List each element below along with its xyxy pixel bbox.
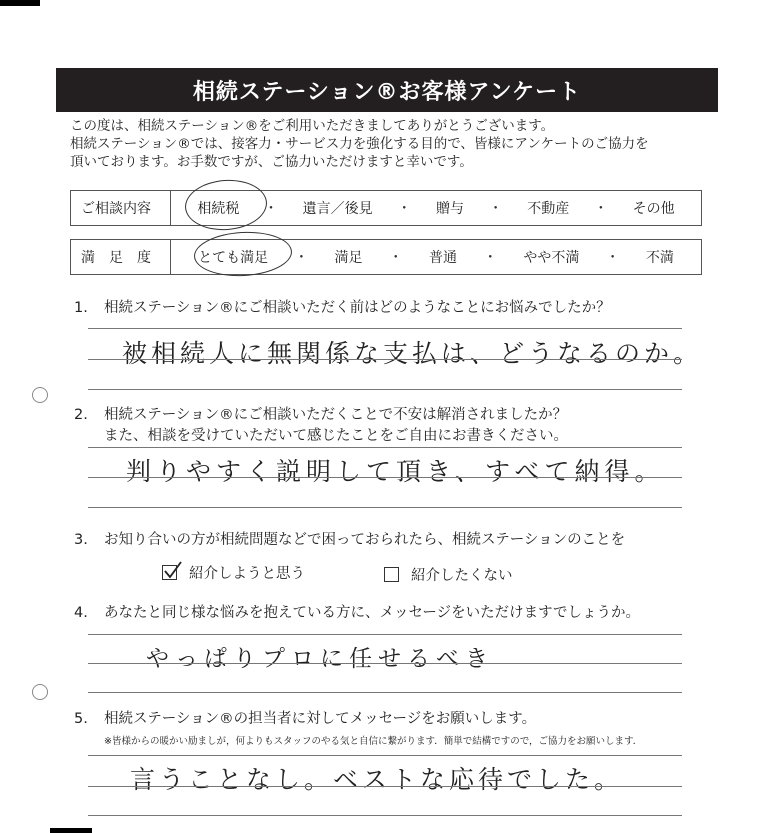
satisfaction-option[interactable]: 普通: [428, 250, 457, 266]
question-text: お知り合いの方が相続問題などで困っておられたら、相続ステーションのことを: [104, 532, 626, 548]
separator-dot: ・: [488, 201, 503, 217]
option-label: 紹介したくない: [411, 568, 513, 584]
answer-line: [88, 692, 682, 693]
separator-dot: ・: [483, 250, 498, 266]
satisfaction-box: [70, 239, 702, 275]
consultation-option[interactable]: 遺言／後見: [302, 201, 373, 217]
answer-line: [88, 815, 682, 816]
question-4: [74, 601, 640, 622]
intro-line: 頂いております。お手数ですが、ご協力いただけますと幸いです。: [70, 154, 473, 170]
question-number: 2.: [74, 407, 88, 423]
question-text: 相続ステーション®にご相談いただくことで不安は解消されましたか？: [104, 407, 568, 423]
question-5: [74, 707, 536, 728]
consultation-option-selected[interactable]: 相続税: [197, 201, 240, 217]
question-text: 相続ステーション®にご相談いただく前はどのようなことにお悩みでしたか？: [104, 300, 611, 316]
survey-title: 相続ステーション®お客様アンケート: [56, 68, 718, 112]
answer-line: [88, 755, 682, 756]
separator-dot: ・: [397, 201, 412, 217]
binder-hole: [32, 387, 48, 403]
answer-line: [88, 663, 682, 664]
answer-2-handwriting: 判りやすく説明して頂き、すべて納得。: [126, 457, 665, 486]
registration-mark-top: [0, 0, 40, 6]
answer-line: [88, 328, 682, 329]
satisfaction-option[interactable]: 不満: [645, 250, 674, 266]
separator-dot: ・: [593, 201, 608, 217]
separator-dot: ・: [388, 250, 403, 266]
intro-line: この度は、相続ステーション®をご利用いただきましてありがとうございます。: [70, 118, 555, 134]
intro-text: [70, 117, 710, 171]
consultation-type-box: [70, 190, 702, 226]
q3-option-refer[interactable]: [162, 562, 305, 583]
consultation-option[interactable]: 不動産: [527, 201, 570, 217]
separator-dot: ・: [263, 201, 278, 217]
answer-1-handwriting: 被相続人に無関係な支払は、どうなるのか。: [122, 339, 703, 368]
answer-line: [88, 447, 682, 448]
option-label: 紹介しようと思う: [189, 566, 305, 582]
consultation-option[interactable]: その他: [632, 201, 675, 217]
separator-dot: ・: [605, 250, 620, 266]
question-2: [74, 403, 567, 424]
question-1: [74, 296, 611, 317]
question-text: あなたと同じ様な悩みを抱えている方に、メッセージをいただけますでしょうか。: [104, 605, 641, 621]
checkbox-unchecked[interactable]: [384, 567, 399, 582]
answer-5-handwriting: 言うことなし。ベストな応待でした。: [130, 765, 624, 794]
answer-line: [88, 507, 682, 508]
question-number: 1.: [74, 300, 88, 316]
answer-line: [88, 389, 682, 390]
question-3: [74, 528, 625, 549]
answer-line: [88, 359, 682, 360]
question-text: また、相談を受けていただいて感じたことをご自由にお書きください。: [104, 428, 568, 444]
question-number: 4.: [74, 605, 88, 621]
binder-hole: [32, 684, 48, 700]
consultation-option[interactable]: 贈与: [435, 201, 464, 217]
question-number: 3.: [74, 532, 88, 548]
q3-option-no-refer[interactable]: [384, 564, 513, 585]
satisfaction-option-selected[interactable]: とても満足: [198, 250, 269, 266]
question-number: 5.: [74, 711, 88, 727]
satisfaction-label: 満 足 度: [71, 240, 171, 274]
answer-line: [88, 786, 682, 787]
satisfaction-option[interactable]: 満足: [334, 250, 363, 266]
consultation-label: ご相談内容: [71, 191, 171, 225]
checkbox-checked[interactable]: [162, 565, 177, 580]
answer-4-handwriting: やっぱりプロに任せるべき: [146, 646, 494, 672]
separator-dot: ・: [294, 250, 309, 266]
registration-mark-bottom: [50, 828, 92, 833]
answer-line: [88, 477, 682, 478]
question-text: 相続ステーション®の担当者に対してメッセージをお願いします。: [104, 711, 537, 727]
intro-line: 相続ステーション®では、接客力・サービス力を強化する目的で、皆様にアンケートのご協力を: [70, 136, 649, 152]
answer-line: [88, 634, 682, 635]
satisfaction-option[interactable]: やや不満: [523, 250, 580, 266]
checkmark-icon: [162, 561, 182, 579]
q5-note: ※皆様からの暖かい励ましが，何よりもスタッフのやる気と自信に繋がります．簡単で結構ですので，ご協力をお願いします．: [104, 736, 643, 747]
question-2-line-2: [104, 424, 568, 445]
